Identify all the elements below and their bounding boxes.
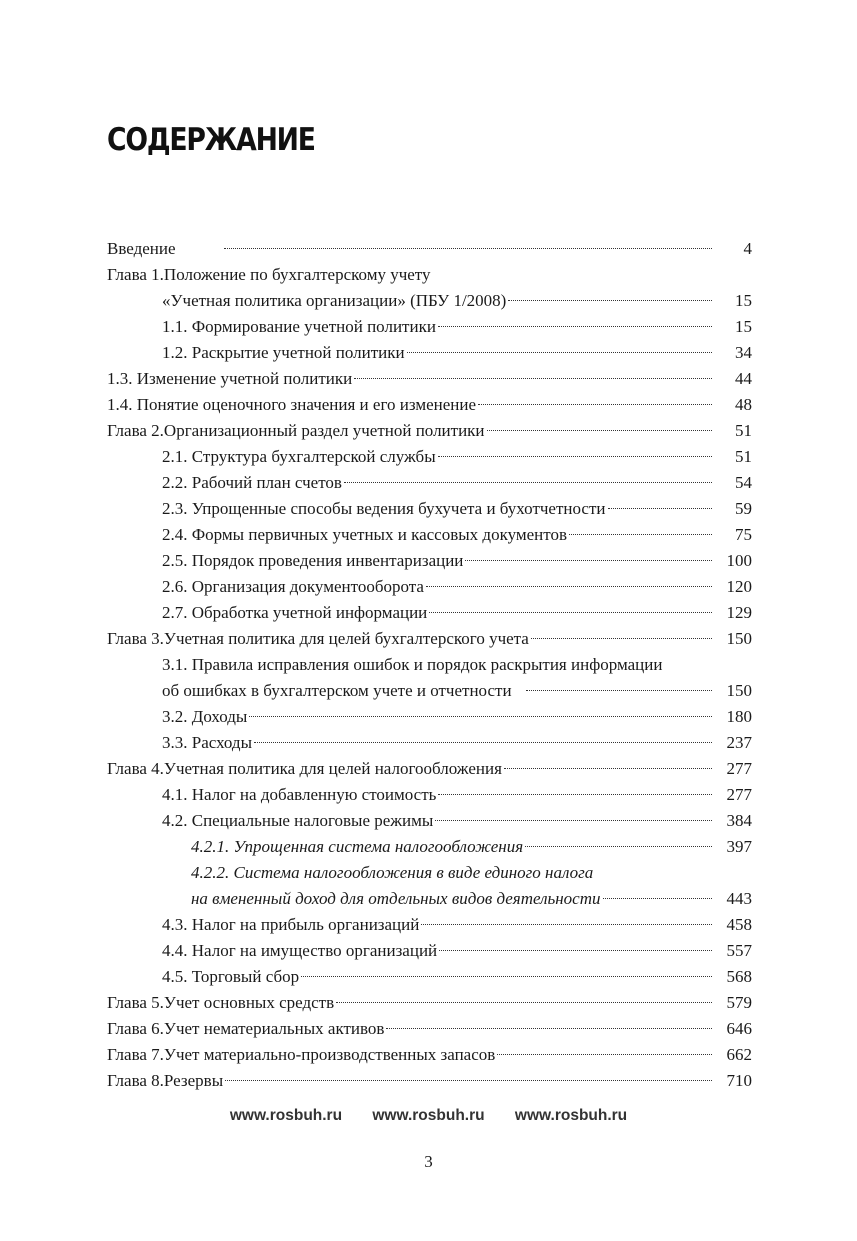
toc-entry-label: 1.4. Понятие оценочного значения и его изменение (107, 395, 477, 414)
toc-entry (162, 782, 752, 808)
toc-entry (162, 340, 752, 366)
toc-entry-page: 237 (726, 733, 752, 752)
toc-entry (162, 938, 752, 964)
toc-entry (107, 1016, 752, 1042)
dot-leader (344, 481, 712, 483)
toc-entry-label: 1.3. Изменение учетной политики (107, 369, 353, 388)
toc-entry-page: 48 (735, 395, 752, 414)
toc-entry-label: 2.1. Структура бухгалтерской службы (162, 447, 436, 466)
toc-entry-page: 75 (735, 525, 752, 544)
toc-entry (107, 626, 752, 652)
toc-entry-page: 180 (726, 707, 752, 726)
toc-entry-page: 646 (726, 1019, 752, 1038)
toc-entry-page: 15 (735, 317, 752, 336)
toc-entry-page: 277 (726, 759, 752, 778)
toc-entry (162, 912, 752, 938)
dot-leader (336, 1001, 712, 1003)
toc-entry (107, 756, 752, 782)
toc-entry-page: 34 (735, 343, 752, 362)
toc-entry-page: 129 (726, 603, 752, 622)
toc-entry-label: 3.3. Расходы (162, 733, 253, 752)
toc-entry-label: «Учетная политика организации» (ПБУ 1/2008) (162, 291, 507, 310)
toc-entry (162, 444, 752, 470)
toc-entry-page: 662 (726, 1045, 752, 1064)
toc-entry (107, 1042, 752, 1068)
toc-entry-page: 277 (726, 785, 752, 804)
dot-leader (569, 533, 712, 535)
dot-leader (438, 455, 712, 457)
toc-entry-label: 3.1. Правила исправления ошибок и порядок раскрытия информации (162, 655, 663, 674)
toc-entry (107, 1068, 752, 1094)
toc-entry-page: 15 (735, 291, 752, 310)
page-number: 3 (424, 1152, 433, 1171)
website-link[interactable]: www.rosbuh.ru (514, 1107, 628, 1124)
toc-entry-label: 3.2. Доходы (162, 707, 248, 726)
toc-entry-label: Глава 2.Организационный раздел учетной политики (107, 421, 485, 440)
toc-entry (191, 860, 752, 886)
toc-entry-label: 1.1. Формирование учетной политики (162, 317, 436, 336)
dot-leader (504, 767, 712, 769)
toc-entry-page: 100 (726, 551, 752, 570)
dot-leader (603, 897, 712, 899)
toc-entry (107, 418, 752, 444)
toc-entry-page: 579 (726, 993, 752, 1012)
dot-leader (224, 247, 712, 249)
toc-entry (107, 990, 752, 1016)
toc-entry-label: Глава 8.Резервы (107, 1071, 224, 1090)
toc-entry-page: 710 (726, 1071, 752, 1090)
dot-leader (386, 1027, 712, 1029)
toc-entry-label: 2.5. Порядок проведения инвентаризации (162, 551, 464, 570)
toc-entry-label: Глава 3.Учетная политика для целей бухгалтерского учета (107, 629, 529, 648)
toc-entry-label: 2.2. Рабочий план счетов (162, 473, 342, 492)
toc-entry-page: 44 (735, 369, 752, 388)
toc-entry-label: об ошибках в бухгалтерском учете и отчетности (162, 681, 512, 700)
toc-entry (162, 314, 752, 340)
toc-entry-label: 4.2.2. Система налогообложения в виде единого налога (191, 863, 594, 882)
toc-entry-label: 4.2. Специальные налоговые режимы (162, 811, 434, 830)
toc-entry (191, 886, 752, 912)
toc-entry-page: 384 (726, 811, 752, 830)
toc-entry-label: 4.5. Торговый сбор (162, 967, 300, 986)
dot-leader (249, 715, 712, 717)
toc-entry (162, 470, 752, 496)
toc-entry (162, 522, 752, 548)
toc-entry-label: на вмененный доход для отдельных видов деятельности (191, 889, 601, 908)
dot-leader (526, 689, 712, 691)
toc-entry-label: 4.3. Налог на прибыль организаций (162, 915, 420, 934)
toc-entry (107, 392, 752, 418)
toc-entry-label: Глава 6.Учет нематериальных активов (107, 1019, 385, 1038)
toc-entry (162, 574, 752, 600)
website-link[interactable]: www.rosbuh.ru (372, 1107, 485, 1124)
toc-entry-page: 557 (726, 941, 752, 960)
dot-leader (429, 611, 712, 613)
dot-leader (465, 559, 712, 561)
toc-entry-page: 4 (743, 239, 752, 258)
toc-entry (162, 704, 752, 730)
dot-leader (508, 299, 712, 301)
toc-entry-label: 2.6. Организация документооборота (162, 577, 424, 596)
dot-leader (487, 429, 712, 431)
toc-entry-page: 120 (726, 577, 752, 596)
dot-leader (438, 793, 712, 795)
toc-entry-page: 397 (726, 837, 752, 856)
toc-entry (107, 236, 752, 262)
dot-leader (438, 325, 712, 327)
dot-leader (421, 923, 712, 925)
dot-leader (525, 845, 712, 847)
toc-entry-page: 51 (735, 421, 752, 440)
toc-entry-page: 458 (726, 915, 752, 934)
toc-entry-label: 4.4. Налог на имущество организаций (162, 941, 438, 960)
footer-links (0, 1107, 857, 1125)
toc-entry-label: Глава 4.Учетная политика для целей налогообложения (107, 759, 502, 778)
toc-entry-page: 568 (726, 967, 752, 986)
toc-entry-label: 1.2. Раскрытие учетной политики (162, 343, 405, 362)
toc-entry-label: 2.4. Формы первичных учетных и кассовых документов (162, 525, 567, 544)
dot-leader (225, 1079, 712, 1081)
toc-entry-label: Глава 7.Учет материально-производственных запасов (107, 1045, 496, 1064)
toc-entry-page: 150 (726, 681, 752, 700)
dot-leader (439, 949, 712, 951)
toc-entry-label: Введение (107, 239, 176, 258)
toc-entry (191, 834, 752, 860)
dot-leader (531, 637, 712, 639)
dot-leader (354, 377, 712, 379)
toc-entry-label: 4.1. Налог на добавленную стоимость (162, 785, 437, 804)
toc-entry (107, 366, 752, 392)
toc-entry-label: Глава 5.Учет основных средств (107, 993, 335, 1012)
toc-entry (162, 600, 752, 626)
dot-leader (301, 975, 712, 977)
dot-leader (478, 403, 712, 405)
toc-entry-page: 443 (726, 889, 752, 908)
dot-leader (407, 351, 712, 353)
toc-entry (162, 964, 752, 990)
toc-entry-page: 51 (735, 447, 752, 466)
dot-leader (497, 1053, 712, 1055)
toc-entry (107, 262, 752, 288)
toc-entry (162, 808, 752, 834)
toc-entry (162, 496, 752, 522)
toc-entry (162, 678, 752, 704)
dot-leader (254, 741, 712, 743)
website-link[interactable]: www.rosbuh.ru (229, 1107, 343, 1124)
dot-leader (435, 819, 712, 821)
dot-leader (426, 585, 712, 587)
toc-entry (162, 548, 752, 574)
toc-entry (162, 730, 752, 756)
toc-entry-label: Глава 1.Положение по бухгалтерскому учету (107, 265, 431, 284)
toc-entry-page: 54 (735, 473, 752, 492)
toc-entry-page: 150 (726, 629, 752, 648)
toc-entry (162, 288, 752, 314)
toc-entry-label: 2.7. Обработка учетной информации (162, 603, 428, 622)
toc-entry-label: 2.3. Упрощенные способы ведения бухучета и бухотчетности (162, 499, 606, 518)
toc-entry-label: 4.2.1. Упрощенная система налогообложения (191, 837, 524, 856)
page-title: СОДЕРЖАНИЕ (107, 122, 315, 158)
toc-entry (162, 652, 752, 678)
toc-entry-page: 59 (735, 499, 752, 518)
dot-leader (608, 507, 713, 509)
